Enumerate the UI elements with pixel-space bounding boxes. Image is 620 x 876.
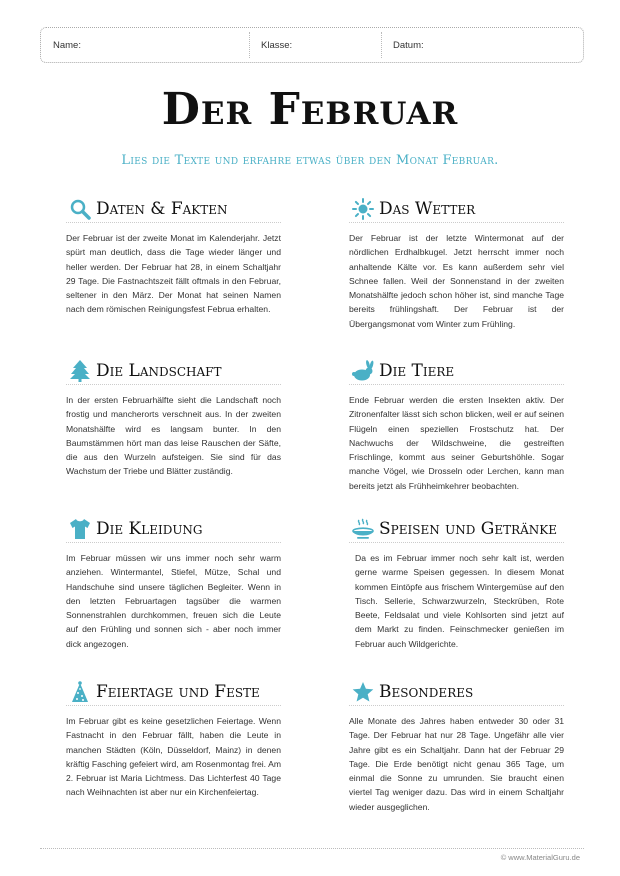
- food-bowl-icon: [351, 518, 375, 540]
- section-title: Die Tiere: [379, 361, 455, 381]
- section-header: [349, 518, 564, 543]
- section-text: Der Februar ist der zweite Monat im Kalenderjahr. Jetzt spürt man deutlich, dass die Tage wieder länger und heller werden. Der Februar hat 28, in einem Schaltjahr 29 Tage. Die Fastnachtszeit fällt oftmals in den Februar, seltener in den März. Der Monat hat seinen Namen nach dem römischen Reinigungsfest Februa erhalten.: [66, 233, 281, 315]
- section-header: [66, 681, 281, 706]
- section-text: Im Februar gibt es keine gesetzlichen Feiertage. Wenn Fastnacht in den Februar fällt, haben die Leute in manchen Städten (Köln, Düsseldorf, Mainz) in denen kräftig Fasching gefeiert wird, am Rosenmontag frei. Am 2. Februar ist Maria Lichtmess. Das Lichterfest 40 Tage nach Weihnachten ist aber nur ein Kirchenfeiertag.: [66, 716, 281, 798]
- section-daten-fakten: [66, 198, 281, 317]
- section-das-wetter: [349, 198, 564, 331]
- section-text: In der ersten Februarhälfte sieht die Landschaft noch frostig und mancherorts verschneit aus. In der zweiten Monatshälfte wird es langsam bunter. In den Baumstämmen hört man das leise Rauschen der Säfte, die aus den Wurzeln aufsteigen. Sie sind für das Wachstum der Triebe und Blätter zuständig.: [66, 395, 281, 477]
- section-text: Ende Februar werden die ersten Insekten aktiv. Der Zitronenfalter lässt sich schon blicken, weil er auf seinen Flügeln einen speziellen Frostschutz hat. Der Nachwuchs der Wildschweine, die gestreiften Frischlinge, kommt aus seiner Geburtshöhle. Sogar manche Vögel, wie Drosseln oder Lerchen, kann man bereits jetzt als Frühheimkehrer beobachten.: [349, 395, 564, 491]
- sun-icon: [351, 198, 375, 220]
- section-header: [349, 681, 564, 706]
- section-text: Im Februar müssen wir uns immer noch sehr warm anziehen. Wintermantel, Stiefel, Mütze, Schal und Handschuhe sind unsere täglichen Begleiter. Wenn in den letzten Februartagen tagsüber die warmen Sonnenstrahlen durchkommen, freuen sich die Leute auf den Frühling und sonnen sich - aber noch immer dick angezogen.: [66, 553, 281, 649]
- tshirt-icon: [68, 518, 92, 540]
- section-text: Alle Monate des Jahres haben entweder 30 oder 31 Tage. Der Februar hat nur 28 Tage. Ungefähr alle vier Jahre gibt es ein Schaltjahr. Dann hat der Februar 29 Tage. Die Erde benötigt nicht genau 365 Tage, um einmal die Sonne zu umrunden. Sie braucht einen viertel Tag weniger dazu. Das wird in einem Schaltjahr wieder ausgeglichen.: [349, 716, 564, 812]
- star-icon: [351, 681, 375, 703]
- section-speisen-getraenke: [349, 518, 564, 651]
- section-title: Daten & Fakten: [96, 199, 228, 219]
- section-header: [66, 518, 281, 543]
- section-title: Die Kleidung: [96, 519, 203, 539]
- tree-icon: [68, 360, 92, 382]
- date-field[interactable]: Datum:: [393, 39, 424, 51]
- section-besonderes: [349, 681, 564, 814]
- rabbit-icon: [351, 360, 375, 382]
- section-header: [66, 198, 281, 223]
- section-header: [66, 360, 281, 385]
- section-title: Besonderes: [379, 682, 474, 702]
- student-info-box: [40, 27, 584, 63]
- section-title: Speisen und Getränke: [379, 519, 558, 539]
- section-die-kleidung: [66, 518, 281, 651]
- section-die-tiere: [349, 360, 564, 493]
- section-feiertage-feste: [66, 681, 281, 800]
- footer-divider: [40, 848, 584, 849]
- section-header: [349, 360, 564, 385]
- section-text: Da es im Februar immer noch sehr kalt ist, werden gerne warme Speisen gegessen. In diesem Monat kommen Eintöpfe aus frischem Wintergemüse auf den Tisch. Sellerie, Schwarzwurzeln, Steckrüben, Rote Beete, Feldsalat und viele Kohlsorten sind jetzt auf dem Markt zu finden. Feinschmecker genießen im Februar auch Wildgerichte.: [355, 553, 564, 649]
- section-title: Die Landschaft: [96, 361, 222, 381]
- section-die-landschaft: [66, 360, 281, 479]
- section-title: Feiertage und Feste: [96, 682, 260, 702]
- page-subtitle: Lies die Texte und erfahre etwas über den Monat Februar.: [121, 153, 499, 168]
- party-hat-icon: [68, 681, 92, 703]
- magnifier-icon: [68, 198, 92, 220]
- section-text: Der Februar ist der letzte Wintermonat auf der nördlichen Erdhalbkugel. Jetzt herrscht immer noch anhaltende Kälte vor. Es kann außerdem sehr viel Schnee fallen. Weil der Sonnenstand in der zweiten Monatshälfte jedoch schon höher ist, sind manche Tage bereits frühlingshaft. Der Februar ist der Übergangsmonat vom Winter zum Frühling.: [349, 233, 564, 329]
- name-field[interactable]: Name:: [53, 39, 81, 51]
- footer-copyright: © www.MaterialGuru.de: [500, 853, 580, 862]
- page-title: Der Februar: [161, 84, 459, 135]
- class-field[interactable]: Klasse:: [261, 39, 293, 51]
- section-title: Das Wetter: [379, 199, 476, 219]
- section-header: [349, 198, 564, 223]
